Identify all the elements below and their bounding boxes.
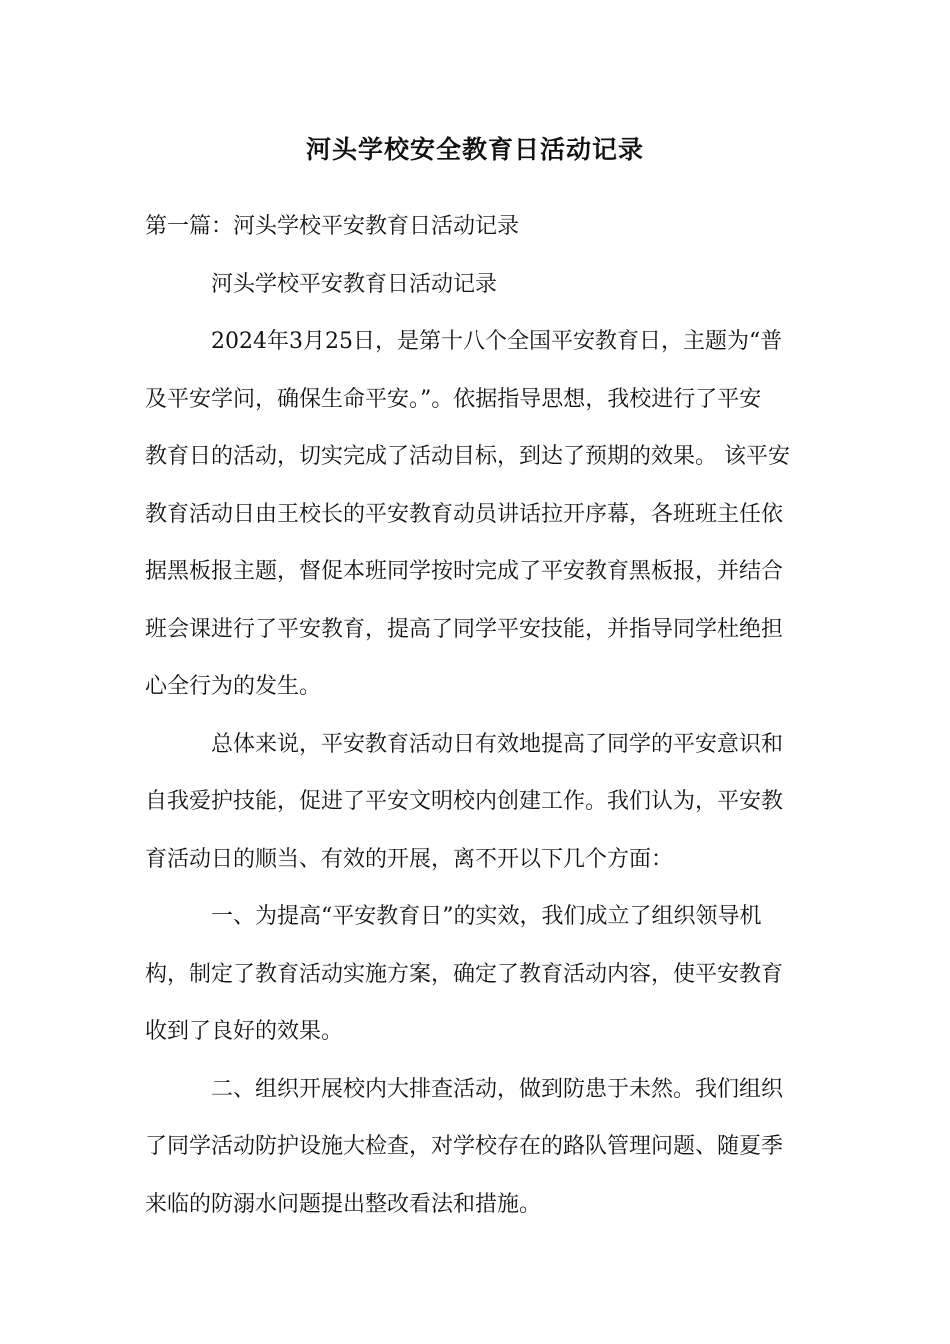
paragraph-line: 总体来说，平安教育活动日有效地提高了同学的平安意识和 xyxy=(211,731,784,757)
paragraph-line: 育活动日的顺当、有效的开展，离不开以下几个方面： xyxy=(145,846,674,872)
paragraph-line: 及平安学问，确保生命平安。”。依据指导思想，我校进行了平安 xyxy=(145,386,762,412)
paragraph-line: 收到了良好的效果。 xyxy=(145,1019,344,1044)
paragraph-point-two xyxy=(145,1061,805,1234)
section-heading: 第一篇：河头学校平安教育日活动记录 xyxy=(145,214,520,239)
paragraph-line: 2024年3月25日，是第十八个全国平安教育日，主题为“普 xyxy=(211,329,783,354)
paragraph-line: 教育活动日由王校长的平安教育动员讲话拉开序幕，各班班主任依 xyxy=(145,501,784,527)
paragraph-line: 自我爱护技能，促进了平安文明校内创建工作。我们认为，平安教 xyxy=(145,789,784,814)
paragraph-line: 构，制定了教育活动实施方案，确定了教育活动内容，使平安教育 xyxy=(145,961,784,987)
paragraph-line: 二、组织开展校内大排查活动，做到防患于未然。我们组织 xyxy=(211,1076,784,1102)
paragraph-line: 班会课进行了平安教育，提高了同学平安技能，并指导同学杜绝担 xyxy=(145,616,784,642)
paragraph-summary xyxy=(145,716,805,889)
section-subtitle: 河头学校平安教育日活动记录 xyxy=(211,271,498,297)
paragraph-line: 心全行为的发生。 xyxy=(145,674,322,699)
document-title: 河头学校安全教育日活动记录 xyxy=(305,135,644,164)
paragraph-intro xyxy=(145,313,805,716)
paragraph-point-one xyxy=(145,888,805,1061)
paragraph-line: 据黑板报主题，督促本班同学按时完成了平安教育黑板报，并结合 xyxy=(145,559,784,584)
document-body xyxy=(145,198,805,1233)
paragraph-line: 了同学活动防护设施大检查，对学校存在的路队管理问题、随夏季 xyxy=(145,1134,784,1159)
paragraph-line: 教育日的活动，切实完成了活动目标，到达了预期的效果。 该平安 xyxy=(145,444,790,469)
paragraph-line: 来临的防溺水问题提出整改看法和措施。 xyxy=(145,1191,542,1217)
paragraph-line: 一、为提高“平安教育日”的实效，我们成立了组织领导机 xyxy=(211,904,762,929)
